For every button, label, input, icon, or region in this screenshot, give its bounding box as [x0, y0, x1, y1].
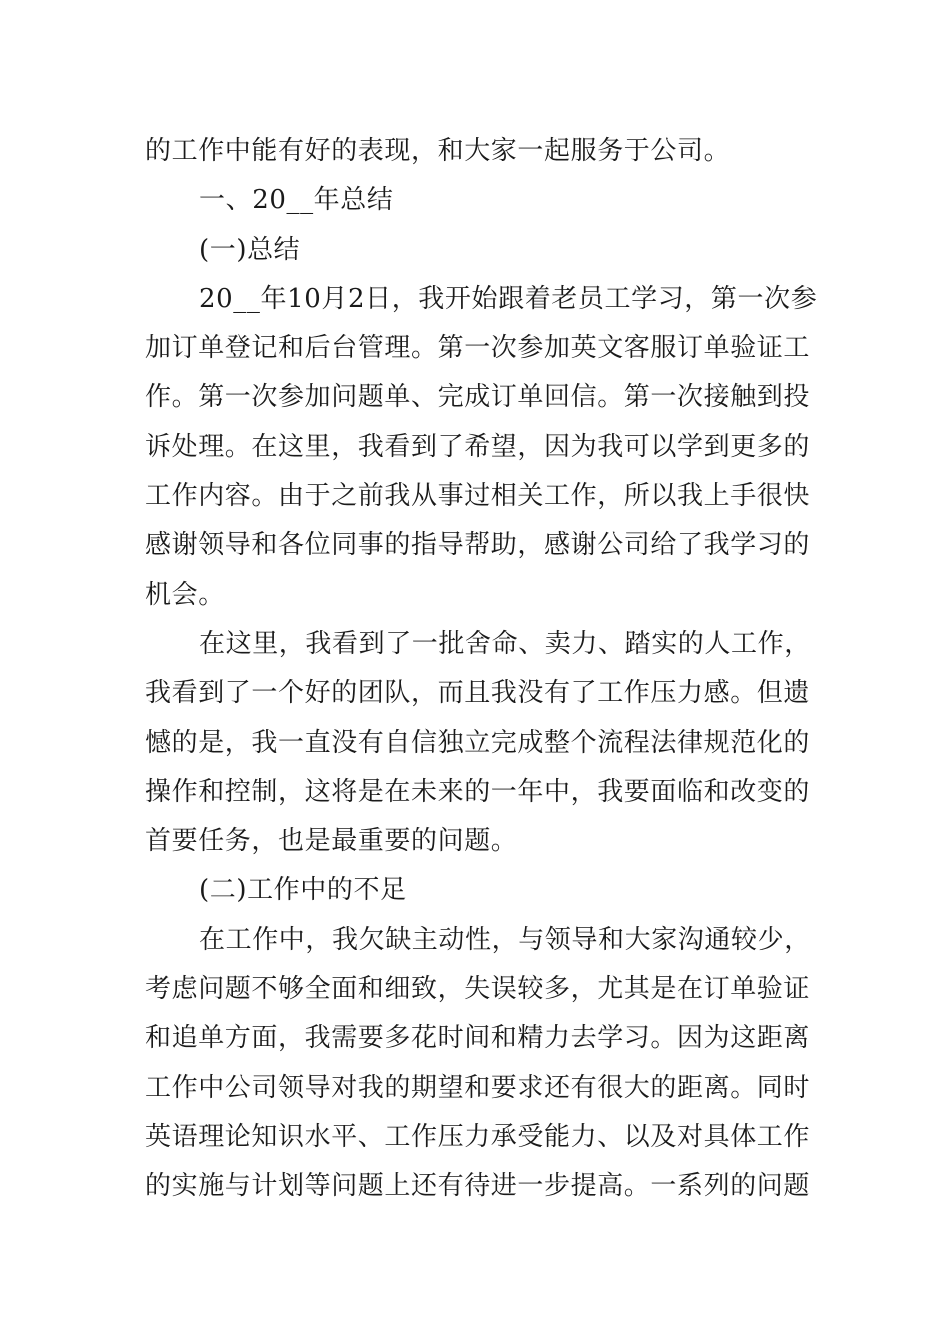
- text-line: 的实施与计划等问题上还有待进一步提高。一系列的问题: [145, 1171, 811, 1202]
- document-body: [145, 127, 818, 1212]
- text-line: 工作中公司领导对我的期望和要求还有很大的距离。同时: [145, 1072, 811, 1103]
- text-line: 我看到了一个好的团队，而且我没有了工作压力感。但遗: [145, 678, 811, 709]
- text-line: 机会。: [145, 579, 225, 610]
- text-line: 憾的是，我一直没有自信独立完成整个流程法律规范化的: [145, 727, 811, 758]
- text-line: 诉处理。在这里，我看到了希望，因为我可以学到更多的: [145, 431, 811, 462]
- text-line: 和追单方面，我需要多花时间和精力去学习。因为这距离: [145, 1023, 811, 1054]
- text-line: 加订单登记和后台管理。第一次参加英文客服订单验证工: [145, 333, 811, 364]
- text-line: 在这里，我看到了一批舍命、卖力、踏实的人工作，: [199, 628, 811, 659]
- text-line: 操作和控制，这将是在未来的一年中，我要面临和改变的: [145, 776, 811, 807]
- text-line: 的工作中能有好的表现，和大家一起服务于公司。: [145, 136, 731, 166]
- text-line: 工作内容。由于之前我从事过相关工作，所以我上手很快: [145, 481, 811, 512]
- section-heading: 一、20__年总结: [199, 185, 394, 216]
- text-line: 感谢领导和各位同事的指导帮助，感谢公司给了我学习的: [145, 530, 811, 561]
- subsection-heading: (二)工作中的不足: [199, 875, 407, 906]
- text-line: 英语理论知识水平、工作压力承受能力、以及对具体工作: [145, 1121, 811, 1152]
- text-line: 考虑问题不够全面和细致，失误较多，尤其是在订单验证: [145, 974, 811, 1005]
- subsection-heading: (一)总结: [199, 234, 301, 265]
- text-line: 20__年10月2日，我开始跟着老员工学习，第一次参: [199, 283, 818, 314]
- text-line: 首要任务，也是最重要的问题。: [145, 826, 518, 857]
- text-line: 作。第一次参加问题单、完成订单回信。第一次接触到投: [145, 382, 811, 413]
- text-line: 在工作中，我欠缺主动性，与领导和大家沟通较少，: [199, 924, 811, 955]
